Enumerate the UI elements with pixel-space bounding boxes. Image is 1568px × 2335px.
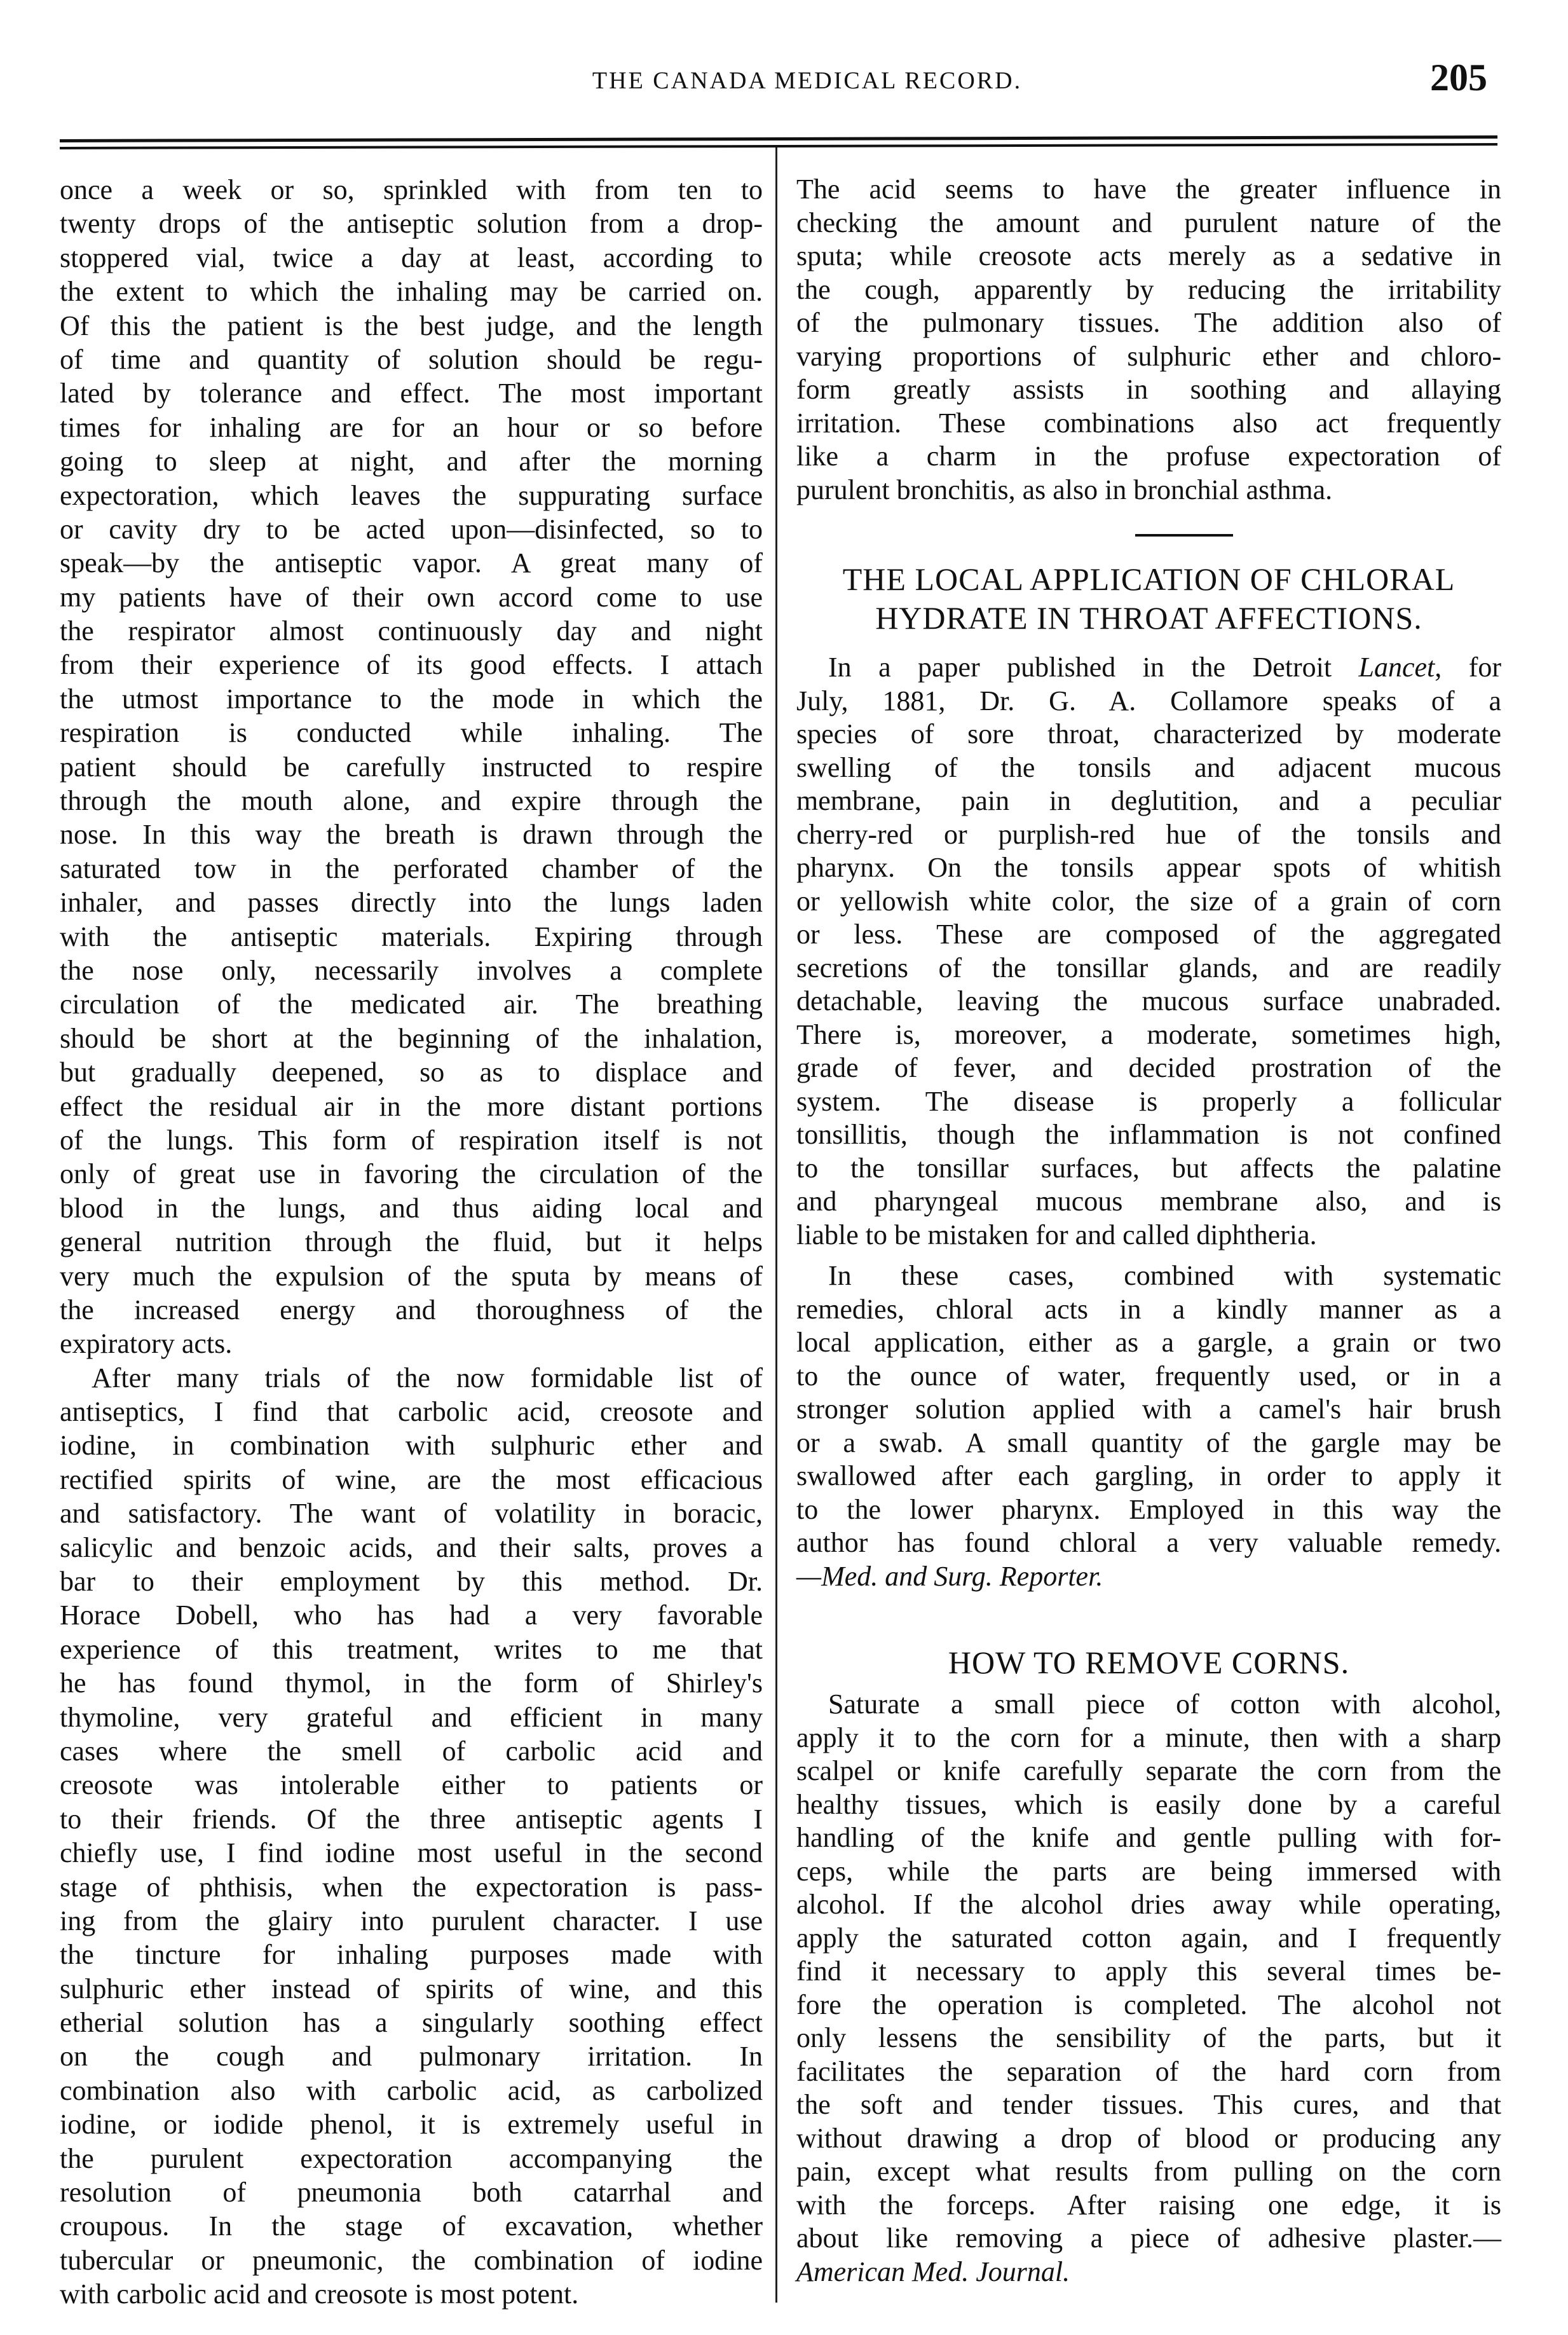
text-line: tonsillitis, though the inflammation is not confined (796, 1119, 1501, 1150)
text-line: saturated tow in the perforated chamber of the (60, 853, 763, 884)
text-line: through the mouth alone, and expire through the (60, 785, 763, 817)
section-divider (1135, 534, 1233, 537)
text-line: the respirator almost continuously day and night (60, 615, 763, 647)
text-line: experience of this treatment, writes to me that (60, 1633, 763, 1665)
text-line: on the cough and pulmonary irritation. In (60, 2041, 763, 2072)
text-line: patient should be carefully instructed to respire (60, 751, 763, 783)
chloral-paragraph-2 (796, 1259, 1501, 1593)
paragraph (60, 1361, 763, 2311)
text-line: creosote was intolerable either to patients or (60, 1769, 763, 1801)
text-line: sulphuric ether instead of spirits of wine, and this (60, 1973, 763, 2004)
text-line: swelling of the tonsils and adjacent mucous (796, 751, 1501, 783)
column-divider (775, 147, 777, 2303)
text-line: to the lower pharynx. Employed in this way the (796, 1493, 1501, 1525)
text-line: July, 1881, Dr. G. A. Collamore speaks of a (796, 685, 1501, 716)
text-line: of time and quantity of solution should be regu- (60, 343, 763, 375)
text-line: system. The disease is properly a follicular (796, 1085, 1501, 1117)
text-line: to the tonsillar surfaces, but affects the palatine (796, 1152, 1501, 1184)
text-line: In these cases, combined with systematic (828, 1260, 1501, 1291)
header-rule-top (60, 135, 1497, 142)
italic-text: Lancet (1358, 652, 1435, 683)
text-line: the soft and tender tissues. This cures, and that (796, 2089, 1501, 2120)
text-line: stoppered vial, twice a day at least, according to (60, 242, 763, 273)
text-line: iodine, or iodide phenol, it is extremely useful in (60, 2109, 763, 2140)
text-line: apply the saturated cotton again, and I frequently (796, 1922, 1501, 1954)
text-line: once a week or so, sprinkled with from ten to (60, 174, 763, 205)
text-line: salicylic and benzoic acids, and their salts, proves a (60, 1531, 763, 1563)
text-line: and satisfactory. The want of volatility in boracic, (60, 1498, 763, 1530)
text-line: or less. These are composed of the aggregated (796, 919, 1501, 950)
text-line: croupous. In the stage of excavation, whether (60, 2210, 763, 2242)
text-line: form greatly assists in soothing and allaying (796, 374, 1501, 405)
paragraph (60, 173, 763, 1361)
text-line: pain, except what results from pulling on the corn (796, 2156, 1501, 2187)
corns-paragraph (796, 1688, 1501, 2289)
text-line: find it necessary to apply this several times be- (796, 1955, 1501, 1987)
text-line: detachable, leaving the mucous surface unabraded. (796, 985, 1501, 1017)
text-line: secretions of the tonsillar glands, and are readily (796, 952, 1501, 983)
text-line: respiration is conducted while inhaling. The (60, 717, 763, 749)
text-line: with the antiseptic materials. Expiring through (60, 921, 763, 952)
text-line: tubercular or pneumonic, the combination of iodine (60, 2244, 763, 2276)
text-line: with the forceps. After raising one edge, it is (796, 2189, 1501, 2221)
text-line: facilitates the separation of the hard corn from (796, 2055, 1501, 2087)
text-line: ceps, while the parts are being immersed with (796, 1855, 1501, 1887)
article-heading-corns (796, 1643, 1501, 1682)
text-line: liable to be mistaken for and called diphtheria. (796, 1219, 1317, 1250)
heading-line: HOW TO REMOVE CORNS. (948, 1645, 1350, 1680)
text-line: circulation of the medicated air. The breathing (60, 989, 763, 1020)
text-line (796, 651, 1501, 685)
text-line: going to sleep at night, and after the morning (60, 446, 763, 477)
text-line: species of sore throat, characterized by moderate (796, 718, 1501, 750)
text-line: local application, either as a gargle, a grain or two (796, 1327, 1501, 1358)
text-line: grade of fever, and decided prostration of the (796, 1052, 1501, 1083)
text-line: but gradually deepened, so as to displace and (60, 1057, 763, 1088)
text-line: purulent bronchitis, as also in bronchial asthma. (796, 474, 1333, 505)
text-line: the utmost importance to the mode in which the (60, 683, 763, 715)
text-line: general nutrition through the fluid, but it helps (60, 1226, 763, 1258)
text-line: times for inhaling are for an hour or so before (60, 411, 763, 443)
text-line: very much the expulsion of the sputa by means of (60, 1260, 763, 1292)
text-line: should be short at the beginning of the inhalation, (60, 1022, 763, 1054)
text-line: membrane, pain in deglutition, and a peculiar (796, 785, 1501, 816)
text-line: the cough, apparently by reducing the irritability (796, 273, 1501, 305)
text-line: rectified spirits of wine, are the most efficacious (60, 1463, 763, 1495)
text-line: the purulent expectoration accompanying the (60, 2142, 763, 2174)
text-line: expectoration, which leaves the suppurating surface (60, 479, 763, 511)
text-line: speak—by the antiseptic vapor. A great many of (60, 547, 763, 579)
text-line: Horace Dobell, who has had a very favorable (60, 1599, 763, 1631)
text-line: pharynx. On the tonsils appear spots of whitish (796, 852, 1501, 883)
text-line: my patients have of their own accord come to use (60, 581, 763, 613)
header-rule-bottom (60, 143, 1497, 149)
text-line: only lessens the sensibility of the parts, but it (796, 2022, 1501, 2053)
text-line: swallowed after each gargling, in order to apply it (796, 1460, 1501, 1491)
text-line: handling of the knife and gentle pulling with for- (796, 1822, 1501, 1853)
text-line: or a swab. A small quantity of the gargle may be (796, 1427, 1501, 1458)
text-line: ing from the glairy into purulent character. I use (60, 1905, 763, 1936)
text-line: The acid seems to have the greater influence in (796, 174, 1501, 205)
text-line: thymoline, very grateful and efficient in many (60, 1701, 763, 1733)
text-line: There is, moreover, a moderate, sometimes high, (796, 1018, 1501, 1050)
text-line: stage of phthisis, when the expectoration is pass- (60, 1871, 763, 1903)
text-line: scalpel or knife carefully separate the corn from the (796, 1755, 1501, 1786)
text-line: Saturate a small piece of cotton with alcohol, (828, 1688, 1501, 1720)
text-line: author has found chloral a very valuable remedy. (796, 1527, 1501, 1558)
text-line: and pharyngeal mucous membrane also, and is (796, 1186, 1501, 1217)
text-line: chiefly use, I find iodine most useful in the second (60, 1837, 763, 1869)
text-line: to the ounce of water, frequently used, or in a (796, 1360, 1501, 1392)
text-line: like a charm in the profuse expectoration of (796, 441, 1501, 472)
text-line: varying proportions of sulphuric ether and chloro- (796, 340, 1501, 372)
text-line: Of this the patient is the best judge, and the length (60, 310, 763, 341)
text-line: or cavity dry to be acted upon—disinfected, so to (60, 513, 763, 545)
left-column (60, 173, 763, 2311)
text-line: the extent to which the inhaling may be carried on. (60, 276, 763, 308)
text-line: only of great use in favoring the circulation of the (60, 1158, 763, 1190)
right-column-continuation (796, 173, 1501, 507)
text-line: antiseptics, I find that carbolic acid, creosote and (60, 1396, 763, 1428)
text-line: with carbolic acid and creosote is most potent. (60, 2278, 579, 2310)
text-line: cherry-red or purplish-red hue of the tonsils and (796, 818, 1501, 850)
text-line: expiratory acts. (60, 1328, 233, 1360)
chloral-paragraph-1 (796, 651, 1501, 1252)
text-line: fore the operation is completed. The alcohol not (796, 1989, 1501, 2020)
article-heading-chloral (796, 560, 1501, 638)
page-number: 205 (1430, 57, 1487, 99)
text-line (796, 2256, 1501, 2289)
text-line: cases where the smell of carbolic acid and (60, 1735, 763, 1767)
text-line: effect the residual air in the more distant portions (60, 1090, 763, 1122)
text-line: After many trials of the now formidable list of (92, 1362, 763, 1393)
italic-text: —Med. and Surg. Reporter. (796, 1560, 1103, 1592)
text-line: healthy tissues, which is easily done by a careful (796, 1788, 1501, 1820)
text-line: bar to their employment by this method. Dr. (60, 1566, 763, 1598)
text-line (796, 1560, 1501, 1594)
text-line: of the pulmonary tissues. The addition also of (796, 307, 1501, 338)
text-line: resolution of pneumonia both catarrhal and (60, 2177, 763, 2208)
text-line: without drawing a drop of blood or producing any (796, 2122, 1501, 2154)
text-line: or yellowish white color, the size of a grain of corn (796, 885, 1501, 917)
text-line: twenty drops of the antiseptic solution from a drop- (60, 208, 763, 240)
text-line: lated by tolerance and effect. The most important (60, 378, 763, 409)
running-head-title: THE CANADA MEDICAL RECORD. (592, 67, 1023, 94)
text-line: checking the amount and purulent nature of the (796, 207, 1501, 238)
text-line: the tincture for inhaling purposes made with (60, 1939, 763, 1971)
text-line: apply it to the corn for a minute, then with a sharp (796, 1722, 1501, 1753)
text-line: he has found thymol, in the form of Shirley's (60, 1667, 763, 1699)
text-line: the increased energy and thoroughness of the (60, 1294, 763, 1325)
text-line: sputa; while creosote acts merely as a sedative in (796, 240, 1501, 271)
text-line: about like removing a piece of adhesive plaster.— (796, 2222, 1501, 2254)
text-line: from their experience of its good effects. I attach (60, 649, 763, 681)
text-segment: , for (1435, 652, 1501, 683)
text-line: stronger solution applied with a camel's hair brush (796, 1393, 1501, 1425)
text-line: iodine, in combination with sulphuric ether and (60, 1430, 763, 1462)
text-line: irritation. These combinations also act frequently (796, 407, 1501, 439)
italic-text: American Med. Journal. (796, 2256, 1070, 2287)
text-line: of the lungs. This form of respiration itself is not (60, 1124, 763, 1156)
text-line: inhaler, and passes directly into the lungs laden (60, 887, 763, 919)
text-segment: In a paper published in the Detroit (828, 652, 1359, 683)
text-line: combination also with carbolic acid, as carbolized (60, 2074, 763, 2106)
text-line: to their friends. Of the three antiseptic agents I (60, 1803, 763, 1835)
text-line: nose. In this way the breath is drawn through the (60, 819, 763, 851)
heading-line: THE LOCAL APPLICATION OF CHLORAL (842, 561, 1456, 597)
text-line: remedies, chloral acts in a kindly manner as a (796, 1293, 1501, 1325)
text-line: the nose only, necessarily involves a complete (60, 954, 763, 986)
text-line: alcohol. If the alcohol dries away while operating, (796, 1889, 1501, 1920)
heading-line: HYDRATE IN THROAT AFFECTIONS. (875, 600, 1422, 636)
text-line: etherial solution has a singularly soothing effect (60, 2007, 763, 2039)
text-line: blood in the lungs, and thus aiding local and (60, 1192, 763, 1224)
